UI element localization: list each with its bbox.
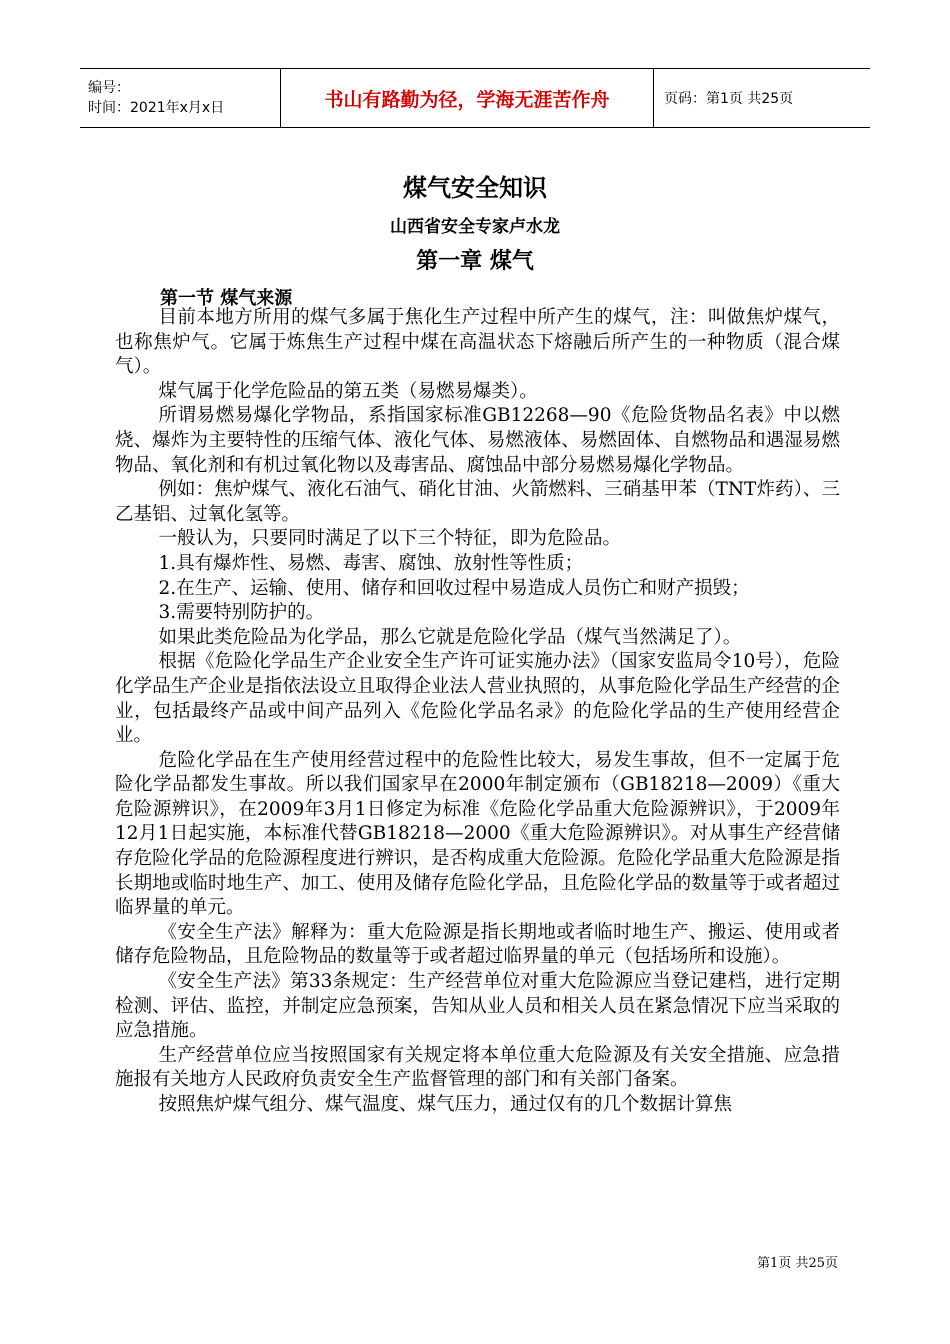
list-item: 1.具有爆炸性、易燃、毒害、腐蚀、放射性等性质； xyxy=(158,552,584,574)
header-page-info: 页码：第1页 共25页 xyxy=(664,91,794,107)
document-title: 煤气安全知识 xyxy=(403,174,547,202)
paragraph: 《安全生产法》解释为：重大危险源是指长期地或者临时地生产、搬运、使用或者储存危险物品，且危险物品的数量等于或者超过临界量的单元（包括场所和设施）。 xyxy=(115,921,840,968)
page-header xyxy=(80,68,870,128)
paragraph: 例如：焦炉煤气、液化石油气、硝化甘油、火箭燃料、三硝基甲苯（TNT炸药）、三乙基铝、过氧化氢等。 xyxy=(115,479,840,525)
paragraph: 煤气属于化学危险品的第五类（易燃易爆类）。 xyxy=(158,380,538,402)
header-motto: 书山有路勤为径，学海无涯苦作舟 xyxy=(324,88,610,111)
paragraph: 一般认为，只要同时满足了以下三个特征，即为危险品。 xyxy=(158,528,621,550)
paragraph: 生产经营单位应当按照国家有关规定将本单位重大危险源及有关安全措施、应急措施报有关地方人民政府负责安全生产监督管理的部门和有关部门备案。 xyxy=(115,1044,840,1091)
header-meta xyxy=(80,69,280,127)
document-number-label: 编号： xyxy=(88,80,130,96)
paragraph: 所谓易燃易爆化学物品，系指国家标准GB12268—90《危险货物品名表》中以燃烧、爆炸为主要特性的压缩气体、液化气体、易燃液体、易燃固体、自燃物品和遇湿易燃物品、氧化剂和有机过氧化物以及毒害品、腐蚀品中部分易燃易爆化学物品。 xyxy=(115,405,840,476)
chapter-heading: 第一章 煤气 xyxy=(416,249,534,274)
paragraph: 《安全生产法》第33条规定：生产经营单位对重大危险源应当登记建档，进行定期检测、评估、监控，并制定应急预案，告知从业人员和相关人员在紧急情况下应当采取的应急措施。 xyxy=(115,971,840,1042)
section-heading: 第一节 煤气来源 xyxy=(160,288,293,309)
page-footer: 第1页 共25页 xyxy=(757,1256,838,1271)
paragraph: 如果此类危险品为化学品，那么它就是危险化学品（煤气当然满足了）。 xyxy=(158,626,742,648)
paragraph: 目前本地方所用的煤气多属于焦化生产过程中所产生的煤气，注：叫做焦炉煤气，也称焦炉气。它属于炼焦生产过程中煤在高温状态下熔融后所产生的一种物质（混合煤气）。 xyxy=(115,307,840,378)
document-body xyxy=(115,306,840,1118)
document-subtitle: 山西省安全专家卢水龙 xyxy=(390,217,560,237)
paragraph: 按照焦炉煤气组分、煤气温度、煤气压力，通过仅有的几个数据计算焦 xyxy=(158,1094,732,1115)
list-item: 3.需要特别防护的。 xyxy=(158,602,325,624)
header-motto-cell xyxy=(280,69,654,127)
paragraph: 危险化学品在生产使用经营过程中的危险性比较大，易发生事故，但不一定属于危险化学品都发生事故。所以我们国家早在2000年制定颁布（GB18218—2009）《重大危险源辨识》，在2009年3月1日修定为标准《危险化学品重大危险源辨识》，于2009年12月1日起实施，本标准代替GB18218—2000《重大危险源辨识》。对从事生产经营储存危险化学品的危险源程度进行辨识，是否构成重大危险源。危险化学品重大危险源是指长期地或临时地生产、加工、使用及储存危险化学品，且危险化学品的数量等于或者超过临界量的单元。 xyxy=(115,749,840,919)
paragraph: 根据《危险化学品生产企业安全生产许可证实施办法》（国家安监局令10号），危险化学品生产企业是指依法设立且取得企业法人营业执照的，从事危险化学品生产经营的企业，包括最终产品或中间产品列入《危险化学品名录》的危险化学品的生产使用经营企业。 xyxy=(115,651,840,747)
document-time-label: 时间：2021年x月x日 xyxy=(88,100,225,116)
list-item: 2.在生产、运输、使用、储存和回收过程中易造成人员伤亡和财产损毁； xyxy=(158,577,750,599)
header-page-info-cell xyxy=(654,69,870,127)
